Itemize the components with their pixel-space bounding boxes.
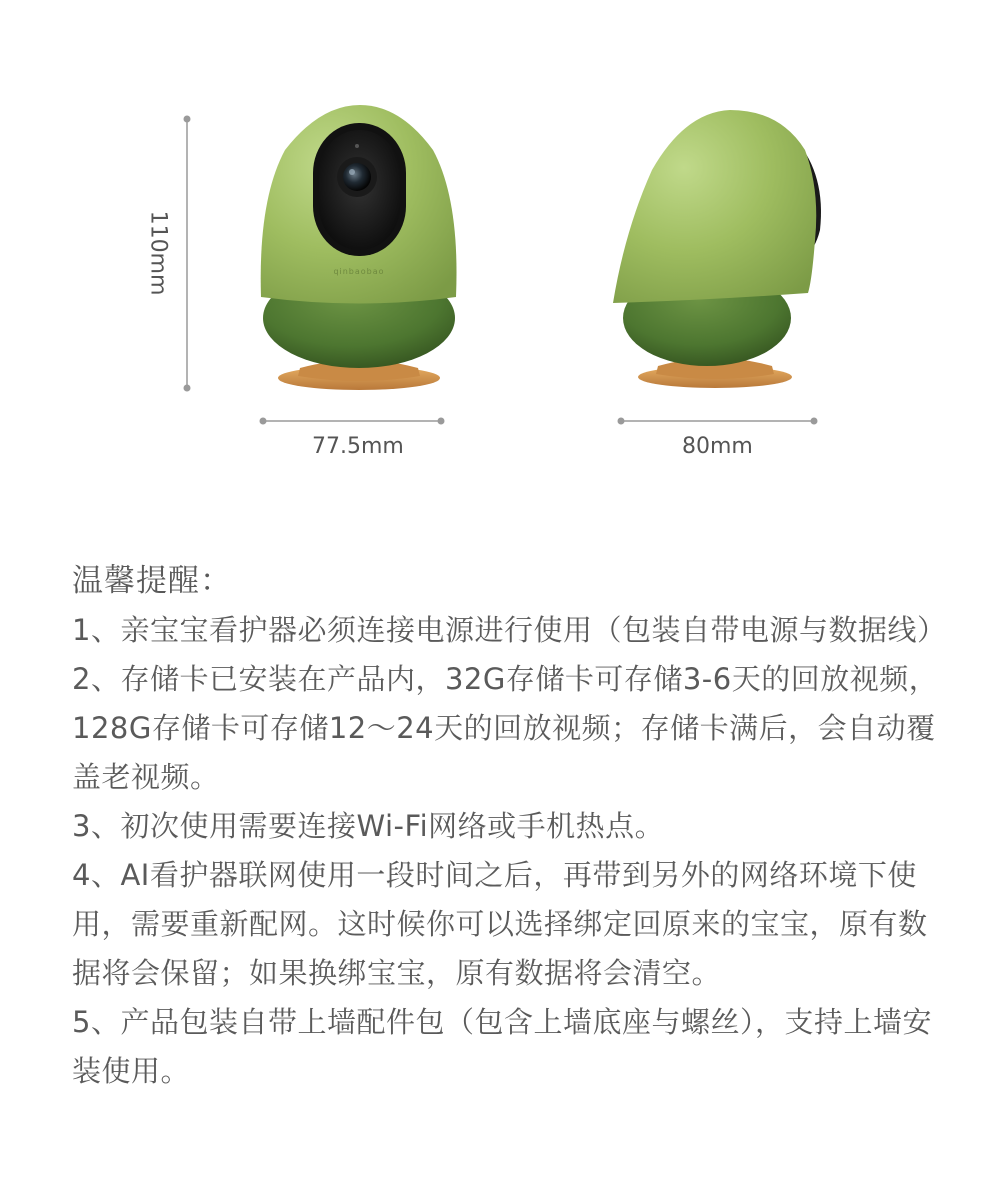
product-dimensions-area bbox=[0, 0, 1000, 500]
note-item-3: 3、初次使用需要连接Wi-Fi网络或手机热点。 bbox=[72, 809, 665, 843]
height-dimension-line bbox=[184, 116, 191, 392]
camera-side-view bbox=[613, 110, 821, 388]
note-item-1: 1、亲宝宝看护器必须连接电源进行使用（包装自带电源与数据线） bbox=[72, 613, 947, 647]
side-width-dimension-line bbox=[618, 418, 818, 425]
note-item-4: 4、AI看护器联网使用一段时间之后，再带到另外的网络环境下使用，需要重新配网。这时候你可以选择绑定回原来的宝宝，原有数据将会保留；如果换绑宝宝，原有数据将会清空。 bbox=[72, 858, 928, 990]
front-width-dimension-label: 77.5mm bbox=[312, 434, 404, 459]
front-width-dimension-line bbox=[260, 418, 445, 425]
note-item-5: 5、产品包装自带上墙配件包（包含上墙底座与螺丝），支持上墙安装使用。 bbox=[72, 1005, 932, 1088]
svg-text:qinbaobao: qinbaobao bbox=[333, 267, 385, 276]
note-item-2: 2、存储卡已安装在产品内，32G存储卡可存储3-6天的回放视频，128G存储卡可存储12～24天的回放视频；存储卡满后，会自动覆盖老视频。 bbox=[72, 662, 939, 794]
height-dimension-label: 110mm bbox=[145, 210, 171, 296]
camera-front-view bbox=[261, 105, 457, 390]
notes-title: 温馨提醒： bbox=[72, 563, 232, 599]
side-width-dimension-label: 80mm bbox=[682, 434, 753, 459]
reminder-notes bbox=[72, 556, 952, 1096]
